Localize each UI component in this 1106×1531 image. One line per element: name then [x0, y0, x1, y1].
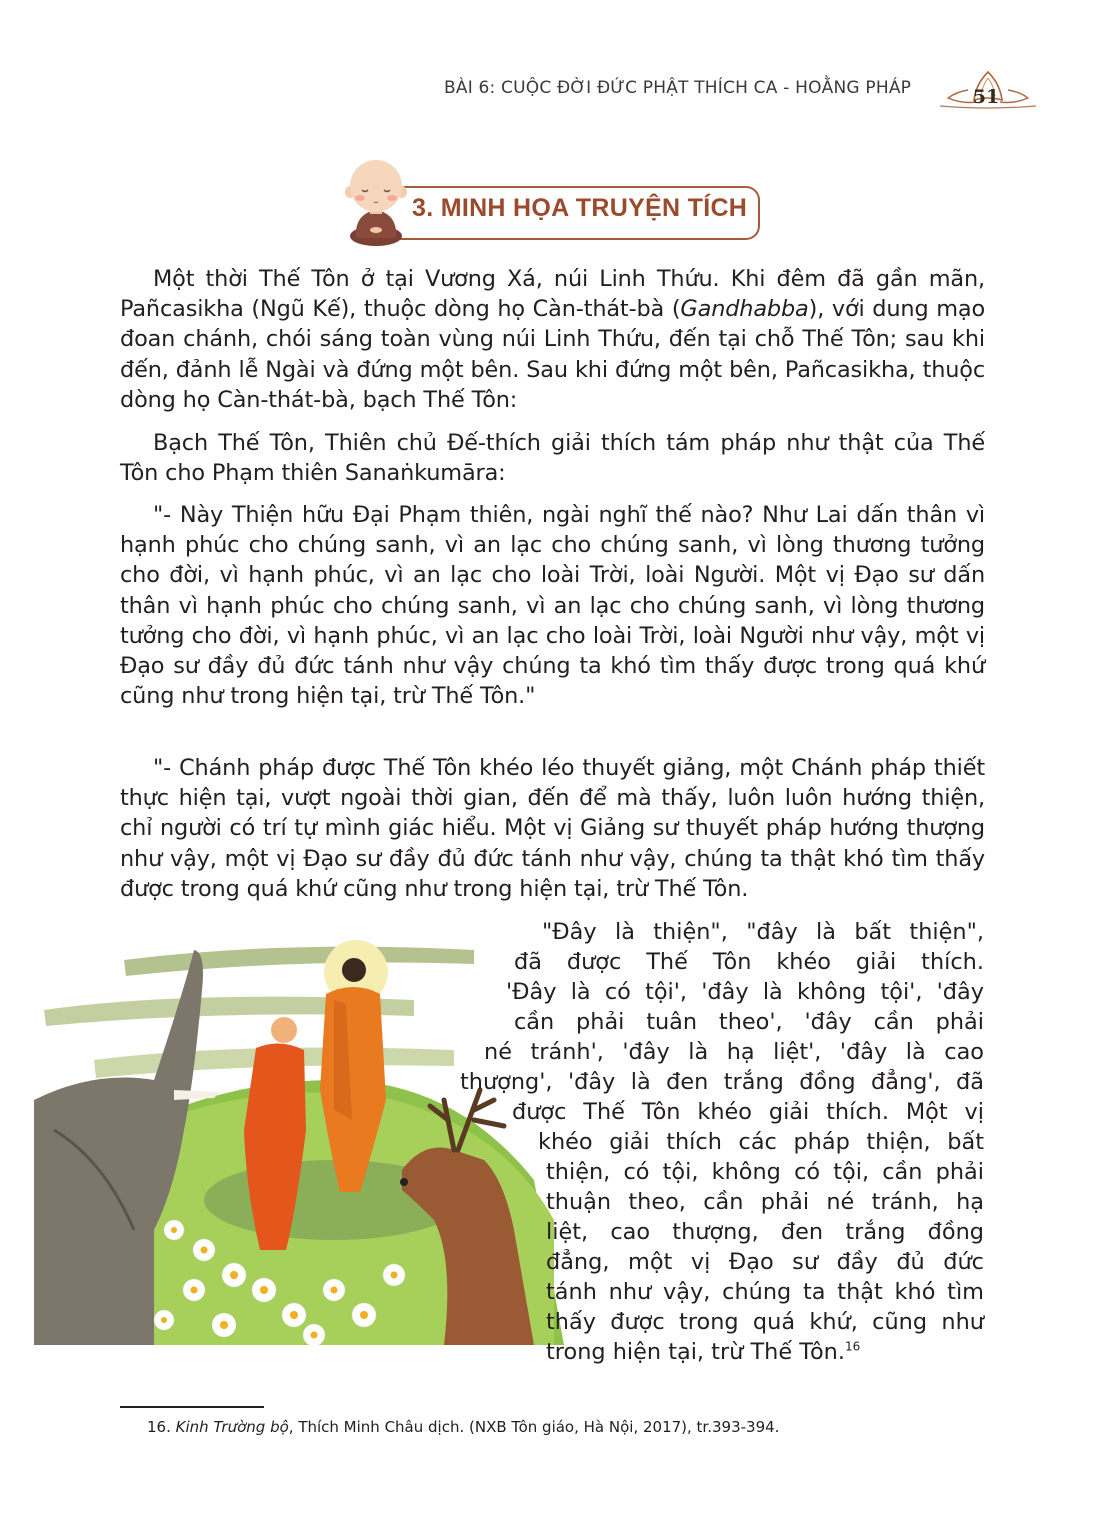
running-header: BÀI 6: CUỘC ĐỜI ĐỨC PHẬT THÍCH CA - HOẰNG PHÁP — [444, 78, 912, 98]
wrap-line: thuận theo, cần phải né tránh, hạ — [546, 1189, 984, 1215]
wrap-line: được Thế Tôn khéo giải thích. Một vị — [512, 1099, 984, 1125]
paragraph-4 — [120, 753, 985, 904]
wrap-line: liệt, cao thượng, đen trắng đồng — [546, 1219, 984, 1245]
footnote-title: Kinh Trường bộ — [175, 1418, 289, 1436]
wrap-line: đã được Thế Tôn khéo giải thích. — [514, 949, 984, 975]
wrap-line: thấy được trong quá khứ, cũng như — [546, 1309, 984, 1335]
footnote-ref[interactable]: 16 — [844, 1339, 861, 1354]
wrap-line: khéo giải thích các pháp thiện, bất — [538, 1129, 984, 1155]
paragraph-text: Một thời Thế Tôn ở tại Vương Xá, núi Linh Thứu. Khi đêm đã gần mãn, Pañcasikha (Ngũ Kế), thuộc dòng họ Càn-thát-bà ( — [120, 266, 985, 323]
wrap-line: né tránh', 'đây là hạ liệt', 'đây là cao — [484, 1039, 984, 1065]
footnote — [147, 1418, 779, 1436]
footnote-divider — [120, 1406, 264, 1408]
page-number: 51 — [972, 86, 1000, 108]
footnote-number: 16. — [147, 1418, 171, 1436]
wrap-line: đẳng, một vị Đạo sư đầy đủ đức — [546, 1249, 984, 1275]
paragraph-text: Bạch Thế Tôn, Thiên chủ Đế-thích giải thích tám pháp như thật của Thế Tôn cho Phạm thiên Sanaṅkumāra: — [120, 430, 985, 487]
paragraph-3 — [120, 500, 985, 711]
wrap-line: 'Đây là có tội', 'đây là không tội', 'đây — [506, 979, 984, 1005]
wrap-line: cần phải tuân theo', 'đây cần phải — [514, 1009, 984, 1035]
wrap-line: thiện, có tội, không có tội, cần phải — [546, 1159, 984, 1185]
wrap-line-text: trong hiện tại, trừ Thế Tôn. — [546, 1339, 845, 1365]
section-title: 3. MINH HỌA TRUYỆN TÍCH — [412, 194, 748, 222]
wrap-line: "Đây là thiện", "đây là bất thiện", — [542, 919, 984, 945]
italic-term: Gandhabba — [680, 296, 809, 323]
paragraph-2 — [120, 428, 985, 488]
wrap-line: thượng', 'đây là đen trắng đồng đẳng', đã — [460, 1069, 984, 1095]
wrap-line: tánh như vậy, chúng ta thật khó tìm — [546, 1279, 984, 1305]
footnote-text: , Thích Minh Châu dịch. (NXB Tôn giáo, Hà Nội, 2017), tr.393-394. — [288, 1418, 780, 1436]
paragraph-text: "- Chánh pháp được Thế Tôn khéo léo thuyết giảng, một Chánh pháp thiết thực hiện tại, vượt ngoài thời gian, đến để mà thấy, luôn luôn hướng thiện, chỉ người có trí tự mình giác hiểu. Một vị Giảng sư thuyết pháp hướng thượng như vậy, một vị Đạo sư đầy đủ đức tánh như vậy, chúng ta thật khó tìm thấy được trong quá khứ cũng như trong hiện tại, trừ Thế Tôn. — [120, 755, 985, 902]
story-illustration — [34, 930, 564, 1345]
wrap-line-last — [546, 1337, 984, 1367]
meditating-monk-icon — [340, 156, 412, 248]
paragraph-text: ), với dung mạo đoan chánh, chói sáng toàn vùng núi Linh Thứu, đến tại chỗ Thế Tôn; sau khi đến, đảnh lễ Ngài và đứng một bên. Sau khi đứng một bên, Pañcasikha, thuộc dòng họ Càn-thát-bà, bạch Thế Tôn: — [120, 296, 985, 413]
paragraph-1 — [120, 264, 985, 415]
paragraph-text: "- Này Thiện hữu Đại Phạm thiên, ngài nghĩ thế nào? Như Lai dấn thân vì hạnh phúc cho chúng sanh, vì an lạc cho chúng sanh, vì lòng thương tưởng cho đời, vì hạnh phúc, vì an lạc cho loài Trời, loài Người. Một vị Đạo sư dấn thân vì hạnh phúc cho chúng sanh, vì an lạc cho chúng sanh, vì lòng thương tưởng cho đời, vì hạnh phúc, vì an lạc cho loài Trời, loài Người như vậy, một vị Đạo sư đầy đủ đức tánh như vậy chúng ta khó tìm thấy được trong quá khứ cũng như trong hiện tại, trừ Thế Tôn." — [120, 502, 985, 710]
